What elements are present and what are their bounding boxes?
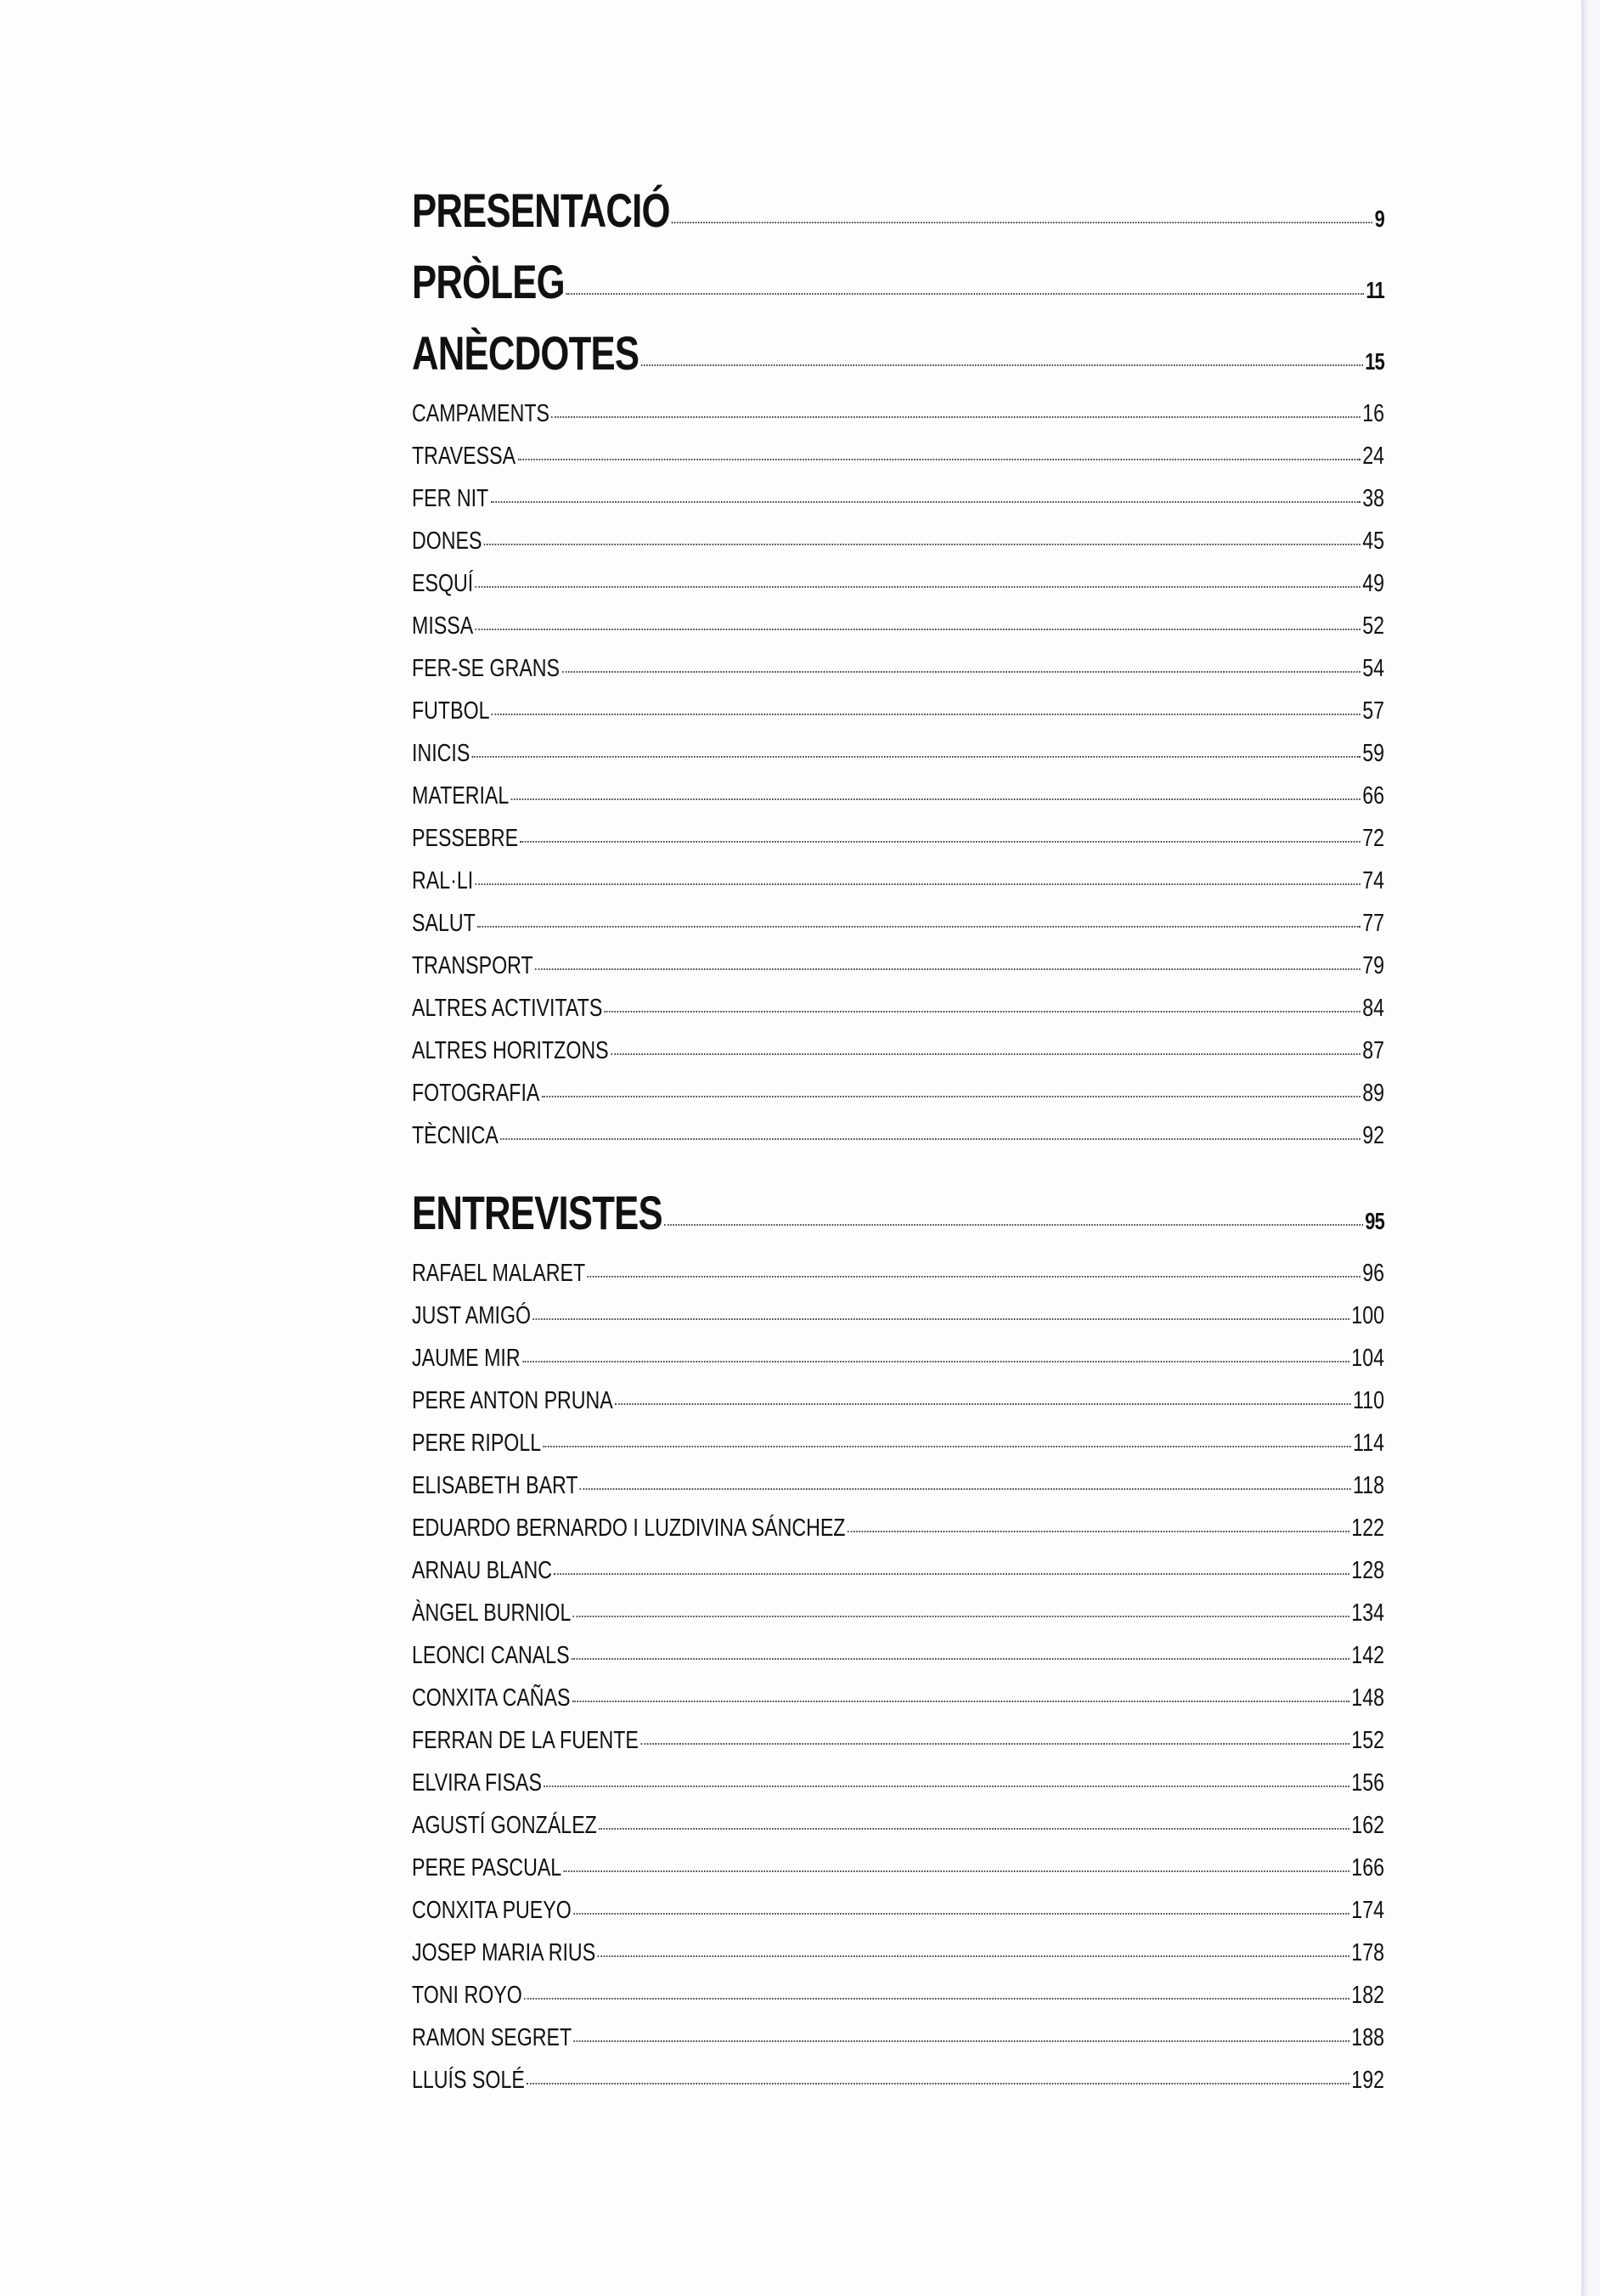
toc-entry-title: ARNAU BLANC — [412, 1557, 553, 1584]
toc-page-number: 72 — [1362, 825, 1384, 852]
toc-entry-title: PERE RIPOLL — [412, 1430, 542, 1457]
dot-leader — [588, 1276, 1361, 1278]
toc-entry-title: FER-SE GRANS — [412, 655, 561, 682]
toc-entry-title: CAMPAMENTS — [412, 400, 549, 427]
toc-entry — [412, 1769, 1384, 1812]
toc-page-number: 15 — [1365, 348, 1384, 375]
toc-page-number: 89 — [1362, 1080, 1384, 1107]
toc-section-title: ANÈCDOTES — [412, 326, 639, 380]
dot-leader — [672, 222, 1372, 223]
toc-entry — [412, 2067, 1384, 2109]
toc-entry — [412, 1515, 1384, 1557]
toc-entry-title: TRAVESSA — [412, 443, 516, 470]
toc-page-number: 59 — [1362, 740, 1384, 767]
toc-entry — [412, 1939, 1384, 1982]
toc-entry — [412, 612, 1384, 655]
toc-entry-title: ESQUÍ — [412, 570, 474, 597]
toc-entry-title: ELVIRA FISAS — [412, 1769, 543, 1797]
toc-entry-title: FOTOGRAFIA — [412, 1080, 540, 1107]
toc-page-number: 166 — [1351, 1854, 1384, 1881]
toc-page-number: 74 — [1362, 867, 1384, 894]
toc-page-number: 16 — [1362, 400, 1384, 427]
dot-leader — [580, 1488, 1351, 1490]
anecdotes-list — [412, 400, 1384, 1165]
toc-entry — [412, 697, 1384, 740]
toc-page-number: 77 — [1362, 910, 1384, 937]
toc-section-title: ENTREVISTES — [412, 1186, 662, 1239]
dot-leader — [573, 1913, 1349, 1915]
toc-entry — [412, 1812, 1384, 1854]
toc-entry-title: TONI ROYO — [412, 1982, 522, 2009]
dot-leader — [500, 1138, 1361, 1140]
toc-page-number: 142 — [1351, 1642, 1384, 1669]
toc-entry — [412, 1260, 1384, 1302]
toc-page-number: 178 — [1351, 1939, 1384, 1966]
dot-leader — [574, 2040, 1349, 2042]
toc-entry-title: MISSA — [412, 612, 474, 640]
dot-leader — [598, 1955, 1349, 1957]
toc-entry — [412, 570, 1384, 612]
toc-entry-title: JUST AMIGÓ — [412, 1302, 532, 1329]
toc-entry-title: TÈCNICA — [412, 1122, 499, 1149]
dot-leader — [566, 293, 1364, 295]
toc-entry-title: RAMON SEGRET — [412, 2024, 572, 2051]
toc-entry — [412, 1037, 1384, 1080]
toc-entry-title: PERE ANTON PRUNA — [412, 1387, 613, 1414]
toc-entry-title: CONXITA PUEYO — [412, 1897, 572, 1924]
toc-entry-title: CONXITA CAÑAS — [412, 1684, 571, 1712]
toc-entry-title: EDUARDO BERNARDO I LUZDIVINA SÁNCHEZ — [412, 1515, 846, 1542]
toc-page-number: 148 — [1351, 1684, 1384, 1712]
toc-entry-title: ALTRES HORITZONS — [412, 1037, 609, 1064]
toc-page-number: 96 — [1362, 1260, 1384, 1287]
toc-section-title: PRESENTACIÓ — [412, 183, 670, 237]
toc-entry-title: FER NIT — [412, 485, 489, 512]
dot-leader — [476, 586, 1361, 588]
toc-page-number: 110 — [1353, 1387, 1384, 1414]
dot-leader — [491, 501, 1361, 503]
toc-page-number: 100 — [1351, 1302, 1384, 1329]
dot-leader — [544, 1785, 1349, 1787]
toc-page-number: 188 — [1351, 2024, 1384, 2051]
dot-leader — [564, 1870, 1349, 1872]
toc-entry — [412, 740, 1384, 782]
toc-page-number: 54 — [1362, 655, 1384, 682]
dot-leader — [524, 1998, 1349, 2000]
toc-entry-title: DONES — [412, 527, 482, 555]
toc-entry — [412, 2024, 1384, 2067]
toc-page-number: 152 — [1351, 1727, 1384, 1754]
toc-entry — [412, 1897, 1384, 1939]
dot-leader — [544, 1446, 1351, 1447]
dot-leader — [492, 714, 1361, 715]
dot-leader — [522, 1361, 1349, 1362]
toc-entry-title: ÀNGEL BURNIOL — [412, 1599, 572, 1627]
toc-entry — [412, 485, 1384, 527]
toc-page-number: 45 — [1362, 527, 1384, 555]
toc-entry-title: LLUÍS SOLÉ — [412, 2067, 525, 2094]
dot-leader — [527, 2083, 1349, 2084]
dot-leader — [472, 756, 1361, 758]
dot-leader — [664, 1224, 1363, 1226]
toc-entry — [412, 1642, 1384, 1684]
toc-entry — [412, 400, 1384, 443]
toc-entry-title: PERE PASCUAL — [412, 1854, 562, 1881]
toc-page-number: 182 — [1351, 1982, 1384, 2009]
dot-leader — [572, 1658, 1349, 1660]
toc-page-number: 11 — [1366, 277, 1384, 303]
toc-entry — [412, 1599, 1384, 1642]
toc-entry — [412, 1472, 1384, 1515]
toc-entry — [412, 1387, 1384, 1430]
toc-page-number: 174 — [1351, 1897, 1384, 1924]
toc-section-proleg — [412, 254, 1384, 325]
toc-entry-title: ALTRES ACTIVITATS — [412, 995, 603, 1022]
toc-entry — [412, 1557, 1384, 1599]
toc-entry — [412, 782, 1384, 825]
toc-section-title: PRÒLEG — [412, 255, 565, 308]
toc-page-number: 156 — [1351, 1769, 1384, 1797]
toc-page-number: 95 — [1365, 1208, 1384, 1234]
dot-leader — [520, 841, 1360, 843]
dot-leader — [572, 1701, 1349, 1702]
toc-entry-title: TRANSPORT — [412, 952, 533, 979]
toc-entry-title: LEONCI CANALS — [412, 1642, 570, 1669]
toc-entry — [412, 527, 1384, 570]
toc-entry-title: SALUT — [412, 910, 476, 937]
dot-leader — [517, 459, 1360, 460]
toc-entry — [412, 910, 1384, 952]
toc-page-number: 128 — [1351, 1557, 1384, 1584]
dot-leader — [477, 926, 1361, 928]
toc-entry-title: ELISABETH BART — [412, 1472, 578, 1499]
dot-leader — [611, 1053, 1361, 1055]
dot-leader — [615, 1403, 1350, 1405]
toc-entry — [412, 952, 1384, 995]
toc-section-entrevistes — [412, 1185, 1384, 1256]
toc-section-anecdotes — [412, 325, 1384, 397]
toc-entry-title: MATERIAL — [412, 782, 510, 810]
toc-page-number: 122 — [1351, 1515, 1384, 1542]
toc-section-presentacio — [412, 183, 1384, 254]
toc-entry — [412, 1982, 1384, 2024]
dot-leader — [535, 968, 1361, 970]
page-edge — [1581, 0, 1583, 2296]
toc-page-number: 52 — [1362, 612, 1384, 640]
dot-leader — [554, 1573, 1349, 1575]
toc-entry-title: RAL·LI — [412, 867, 474, 894]
dot-leader — [551, 416, 1360, 418]
toc-page-number: 66 — [1362, 782, 1384, 810]
toc-entry — [412, 1727, 1384, 1769]
toc-entry-title: PESSEBRE — [412, 825, 519, 852]
toc-page-number: 38 — [1362, 485, 1384, 512]
toc-page-number: 79 — [1362, 952, 1384, 979]
table-of-contents — [412, 183, 1384, 2109]
dot-leader — [484, 544, 1361, 545]
toc-page-number: 118 — [1353, 1472, 1384, 1499]
dot-leader — [848, 1531, 1349, 1532]
dot-leader — [605, 1011, 1361, 1013]
dot-leader — [542, 1096, 1361, 1097]
toc-entry — [412, 1854, 1384, 1897]
dot-leader — [511, 798, 1361, 800]
toc-entry — [412, 1430, 1384, 1472]
toc-entry — [412, 1345, 1384, 1387]
toc-entry — [412, 1080, 1384, 1122]
toc-page-number: 92 — [1362, 1122, 1384, 1149]
toc-page-number: 87 — [1362, 1037, 1384, 1064]
toc-page-number: 24 — [1362, 443, 1384, 470]
toc-page-number: 134 — [1351, 1599, 1384, 1627]
dot-leader — [599, 1828, 1349, 1830]
toc-entry-title: JOSEP MARIA RIUS — [412, 1939, 596, 1966]
toc-entry — [412, 655, 1384, 697]
toc-page-number: 57 — [1362, 697, 1384, 725]
dot-leader — [532, 1318, 1349, 1320]
toc-entry-title: JAUME MIR — [412, 1345, 521, 1372]
toc-entry — [412, 443, 1384, 485]
dot-leader — [641, 364, 1363, 366]
dot-leader — [561, 671, 1360, 673]
toc-page-number: 192 — [1351, 2067, 1384, 2094]
toc-entry-title: FUTBOL — [412, 697, 490, 725]
toc-entry-title: FERRAN DE LA FUENTE — [412, 1727, 639, 1754]
toc-page-number: 104 — [1351, 1345, 1384, 1372]
toc-page-number: 49 — [1362, 570, 1384, 597]
dot-leader — [476, 629, 1361, 630]
toc-entry — [412, 1684, 1384, 1727]
dot-leader — [573, 1616, 1349, 1617]
toc-page-number: 162 — [1351, 1812, 1384, 1839]
spacer — [412, 1165, 1384, 1185]
dot-leader — [476, 883, 1361, 885]
toc-entry-title: AGUSTÍ GONZÁLEZ — [412, 1812, 597, 1839]
toc-entry — [412, 1122, 1384, 1165]
toc-page-number: 84 — [1362, 995, 1384, 1022]
toc-entry-title: RAFAEL MALARET — [412, 1260, 586, 1287]
toc-entry-title: INICIS — [412, 740, 470, 767]
toc-entry — [412, 995, 1384, 1037]
toc-entry — [412, 867, 1384, 910]
toc-entry — [412, 825, 1384, 867]
toc-page-number: 114 — [1353, 1430, 1384, 1457]
entrevistes-list — [412, 1260, 1384, 2109]
toc-page-number: 9 — [1374, 206, 1384, 232]
toc-entry — [412, 1302, 1384, 1345]
dot-leader — [640, 1743, 1349, 1745]
